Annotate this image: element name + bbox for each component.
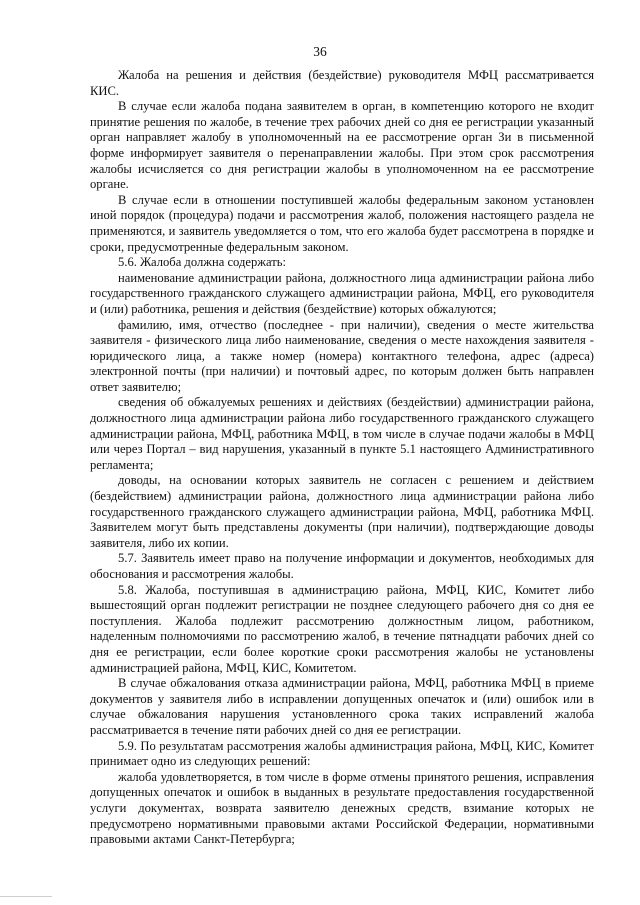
page-edge-mark	[0, 896, 52, 897]
section-5-6-heading: 5.6. Жалоба должна содержать:	[118, 255, 286, 270]
document-body	[90, 68, 594, 848]
paragraph-13: жалоба удовлетворяется, в том числе в форме отмены принятого решения, исправления допущенных опечаток и ошибок в выданных в результате предоставления государственной услуги документах, возврата заявителю денежных средств, взимание которых не предусмотрено нормативными правовыми актами Российской Федерации, нормативными правовыми актами Санкт-Петербурга;	[90, 769, 594, 847]
paragraph-6: фамилию, имя, отчество (последнее - при наличии), сведения о месте жительства заявителя - физического лица либо наименование, сведения о месте нахождения заявителя - юридического лица, а также номер (номера) контактного телефона, адрес (адреса) электронной почты (при наличии) и почтовый адрес, по которым должен быть направлен ответ заявителю;	[90, 317, 594, 394]
page-number: 36	[313, 44, 327, 59]
paragraph-8: доводы, на основании которых заявитель не согласен с решением и действием (бездействием) администрации района, должностного лица администрации района либо государственного гражданского служащего администрации района, МФЦ, работника МФЦ. Заявителем могут быть представлены документы (при наличии), подтверждающие доводы заявителя, либо их копии.	[90, 473, 594, 550]
paragraph-5: наименование администрации района, должностного лица администрации района либо государственного гражданского служащего администрации района, МФЦ, его руководителя и (или) работника, решения и действия (бездействие) которых обжалуются;	[90, 270, 594, 316]
section-5-9: 5.9. По результатам рассмотрения жалобы администрация района, МФЦ, КИС, Комитет принимает одно из следующих решений:	[90, 738, 594, 769]
paragraph-7: сведения об обжалуемых решениях и действиях (бездействии) администрации района, должностного лица администрации района либо государственного гражданского служащего администрации района, МФЦ, работника МФЦ, в том числе в случае подачи жалобы в МФЦ или через Портал – вид нарушения, указанный в пункте 5.1 настоящего Административного регламента;	[90, 395, 594, 472]
paragraph-11: В случае обжалования отказа администрации района, МФЦ, работника МФЦ в приеме документов у заявителя либо в исправлении допущенных опечаток и (или) ошибок или в случае обжалования нарушения установленного срока таких исправлений жалоба рассматривается в течение пяти рабочих дней со дня ее регистрации.	[90, 676, 594, 737]
section-5-8: 5.8. Жалоба, поступившая в администрацию района, МФЦ, КИС, Комитет либо вышестоящий орган подлежит регистрации не позднее следующего рабочего дня со дня ее поступления. Жалоба подлежит рассмотрению должностным лицом, работником, наделенным полномочиями по рассмотрению жалоб, в течение пятнадцати рабочих дней со дня ее регистрации, если более короткие сроки рассмотрения жалобы не установлены администрацией района, МФЦ, КИС, Комитетом.	[90, 582, 594, 675]
paragraph-2: В случае если жалоба подана заявителем в орган, в компетенцию которого не входит принятие решения по жалобе, в течение трех рабочих дней со дня ее регистрации указанный орган направляет жалобу в уполномоченный на ее рассмотрение орган Зи в письменной форме информирует заявителя о перенаправлении жалобы. При этом срок рассмотрения жалобы исчисляется со дня регистрации жалобы в уполномоченном на ее рассмотрение органе.	[90, 99, 594, 192]
paragraph-1: Жалоба на решения и действия (бездействие) руководителя МФЦ рассматривается КИС.	[90, 68, 594, 98]
paragraph-3: В случае если в отношении поступившей жалобы федеральным законом установлен иной порядок (процедура) подачи и рассмотрения жалоб, положения настоящего раздела не применяются, и заявитель уведомляется о том, что его жалоба будет рассмотрена в порядке и сроки, предусмотренные федеральным законом.	[90, 192, 594, 254]
section-5-7: 5.7. Заявитель имеет право на получение информации и документов, необходимых для обоснования и рассмотрения жалобы.	[90, 551, 594, 581]
